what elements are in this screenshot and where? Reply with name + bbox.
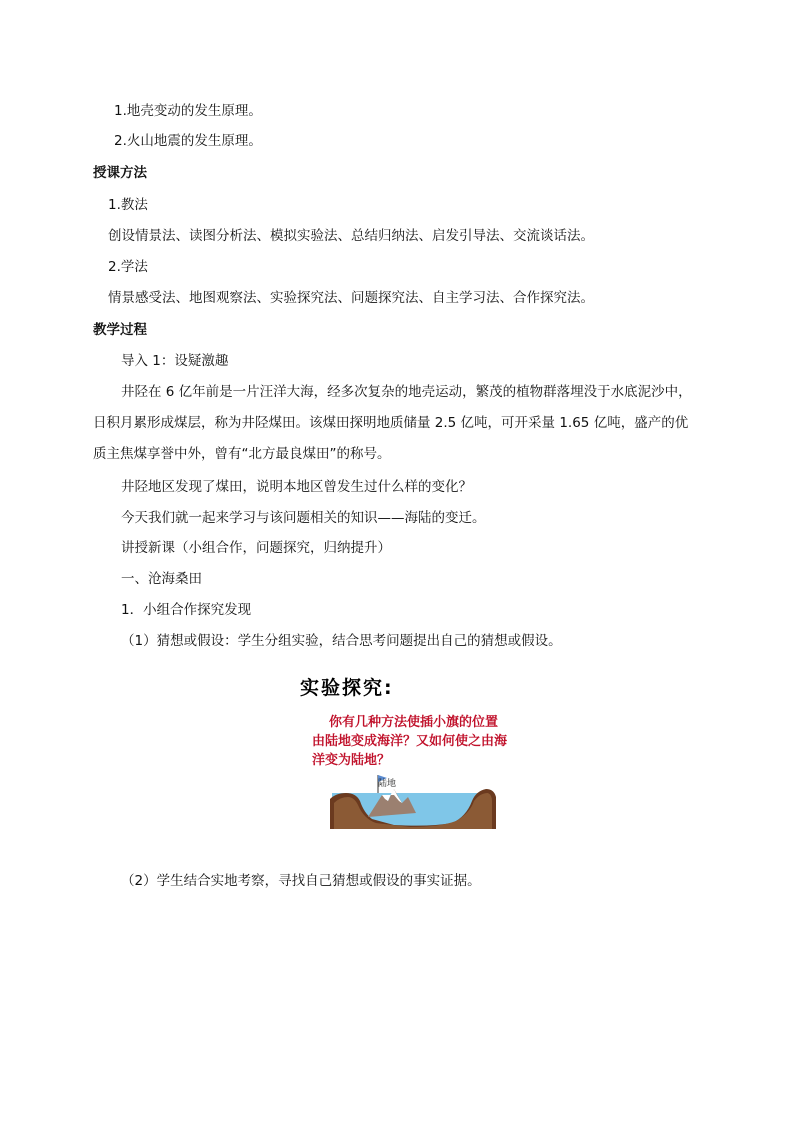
text-line: 1．小组合作探究发现 [121,602,252,618]
section-heading: 授课方法 [93,165,147,181]
figure-title: 实验探究: [300,677,394,699]
text-line: 今天我们就一起来学习与该问题相关的知识——海陆的变迁。 [121,510,486,526]
section-heading: 教学过程 [93,322,147,338]
text-line: 1.地壳变动的发生原理。 [114,103,262,119]
figure-question-line: 你有几种方法使插小旗的位置 [329,715,499,730]
text-line: 日积月累形成煤层，称为井陉煤田。该煤田探明地质储量 2.5 亿吨，可开采量 1.65 亿吨，盛产的优 [93,415,689,431]
text-line: 导入 1：设疑激趣 [121,353,229,369]
experiment-figure [290,667,530,832]
figure-question-line: 由陆地变成海洋？又如何使之由海 [312,734,508,749]
text-line: 井陉地区发现了煤田，说明本地区曾发生过什么样的变化？ [121,479,472,495]
figure-question-line: 洋变为陆地？ [312,753,391,768]
text-line: 1.教法 [108,197,148,213]
text-line: 2.学法 [108,259,148,275]
text-line: 创设情景法、读图分析法、模拟实验法、总结归纳法、启发引导法、交流谈话法。 [108,228,594,244]
text-line: 2.火山地震的发生原理。 [114,133,262,149]
text-line: 质主焦煤享誉中外，曾有“北方最良煤田”的称号。 [93,446,391,462]
text-line: （1）猜想或假设：学生分组实验，结合思考问题提出自己的猜想或假设。 [121,633,562,649]
text-line: 井陉在 6 亿年前是一片汪洋大海，经多次复杂的地壳运动，繁茂的植物群落埋没于水底泥沙中， [121,384,692,400]
text-line: 一、沧海桑田 [121,571,202,587]
text-line: （2）学生结合实地考察，寻找自己猜想或假设的事实证据。 [121,873,481,889]
text-line: 讲授新课（小组合作，问题探究，归纳提升） [121,540,391,556]
land-label: 陆地 [378,779,397,789]
text-line: 情景感受法、地图观察法、实验探究法、问题探究法、自主学习法、合作探究法。 [108,290,594,306]
